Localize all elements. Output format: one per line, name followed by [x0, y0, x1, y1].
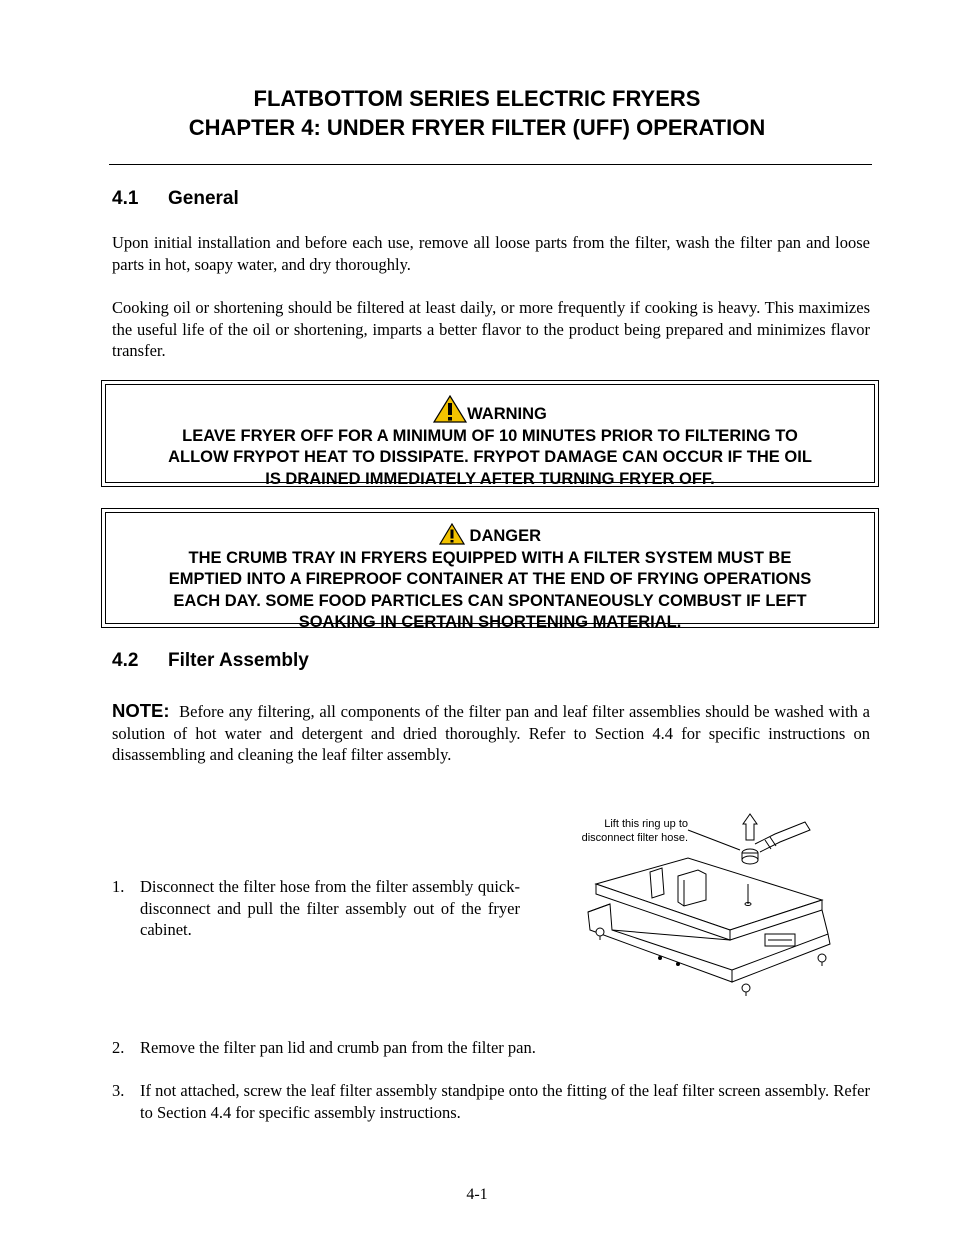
section-heading-general: [112, 188, 239, 210]
step-number: 2.: [112, 1038, 125, 1057]
note-label: NOTE:: [112, 700, 170, 721]
warning-box: [101, 380, 879, 487]
step-text: Remove the filter pan lid and crumb pan from the filter pan.: [140, 1038, 536, 1057]
general-paragraph-1: Upon initial installation and before each use, remove all loose parts from the filter, wash the filter pan and loose parts in hot, soapy water, and dry thoroughly.: [112, 233, 870, 274]
step-number: 3.: [112, 1081, 125, 1100]
step-text: If not attached, screw the leaf filter assembly standpipe onto the fitting of the leaf filter screen assembly. Refer to Section 4.4 for specific assembly instructions.: [140, 1081, 870, 1122]
danger-box: [101, 508, 879, 631]
step-2: [112, 1037, 870, 1059]
title-divider: [109, 164, 872, 165]
warning-triangle-icon: [433, 395, 467, 423]
chapter-title-line2: CHAPTER 4: UNDER FRYER FILTER (UFF) OPERATION: [188, 115, 766, 140]
note-paragraph: [112, 700, 870, 766]
filter-assembly-figure: [560, 812, 850, 1002]
warning-line-3: IS DRAINED IMMEDIATELY AFTER TURNING FRYER OFF.: [265, 469, 715, 488]
page-number: 4-1: [466, 1186, 488, 1203]
danger-line-1: THE CRUMB TRAY IN FRYERS EQUIPPED WITH A FILTER SYSTEM MUST BE: [188, 548, 792, 567]
caption-line-2: disconnect filter hose.: [581, 832, 688, 844]
general-paragraph-2: Cooking oil or shortening should be filtered at least daily, or more frequently if cooking is heavy. This maximizes the useful life of the oil or shortening, imparts a better flavor to the product being prepared and minimizes flavor transfer.: [112, 298, 870, 360]
note-text: Before any filtering, all components of the filter pan and leaf filter assemblies should be washed with a solution of hot water and detergent and dried thoroughly. Refer to Section 4.4 for specific instructions on disassembling and cleaning the leaf filter assembly.: [112, 702, 870, 764]
section-title: Filter Assembly: [168, 650, 309, 671]
section-title: General: [168, 188, 239, 209]
warning-label: WARNING: [467, 405, 547, 423]
danger-line-2: EMPTIED INTO A FIREPROOF CONTAINER AT THE END OF FRYING OPERATIONS: [168, 570, 812, 588]
warning-line-1: LEAVE FRYER OFF FOR A MINIMUM OF 10 MINUTES PRIOR TO FILTERING TO: [182, 426, 798, 445]
section-number: 4.1: [112, 188, 139, 209]
step-text: Disconnect the filter hose from the filter assembly quick-disconnect and pull the filter assembly out of the fryer cabinet.: [140, 877, 520, 939]
caption-line-1: Lift this ring up to: [604, 818, 688, 830]
danger-triangle-icon: [439, 523, 465, 545]
step-3: [112, 1080, 870, 1123]
section-heading-filter-assembly: [112, 650, 309, 672]
danger-line-3: EACH DAY. SOME FOOD PARTICLES CAN SPONTANEOUSLY COMBUST IF LEFT: [173, 591, 807, 610]
figure-caption: [560, 817, 688, 845]
chapter-title-line1: FLATBOTTOM SERIES ELECTRIC FRYERS: [253, 86, 701, 111]
danger-label: DANGER: [469, 527, 542, 545]
warning-line-2: ALLOW FRYPOT HEAT TO DISSIPATE. FRYPOT DAMAGE CAN OCCUR IF THE OIL: [168, 448, 812, 466]
step-number: 1.: [112, 877, 125, 896]
section-number: 4.2: [112, 650, 139, 671]
danger-line-4: SOAKING IN CERTAIN SHORTENING MATERIAL.: [298, 613, 682, 631]
step-1: [112, 876, 520, 941]
